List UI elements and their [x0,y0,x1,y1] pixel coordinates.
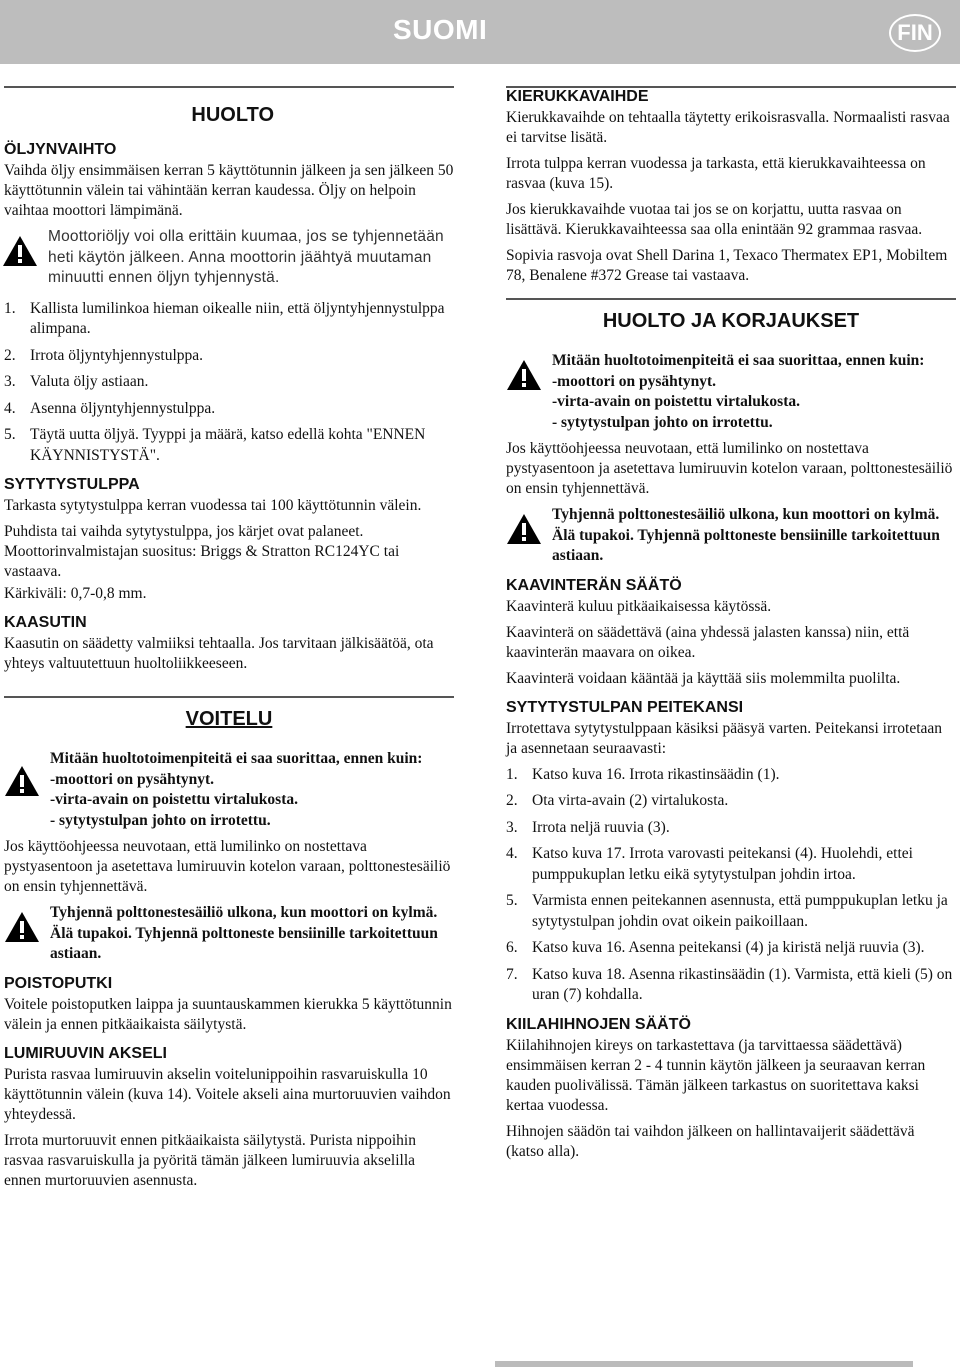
paragraph: Hihnojen säädön tai vaihdon jälkeen on hallintavaijerit säädettävä (katso alla). [506,1122,915,1160]
paragraph: Kaavinterä kuluu pitkäaikaisessa käytössä. [506,597,772,615]
paragraph: Puhdista tai vaihda sytytystulppa, jos kärjet ovat palaneet. Moottorinvalmistajan suositus: Briggs & Stratton RC124YC tai vastaava. [4,523,400,580]
heading-peitekansi: SYTYTYSTULPAN PEITEKANSI [506,698,744,716]
warning-triangle-icon [506,505,552,550]
list-item: 7. Katso kuva 18. Asenna rikastinsäädin (1). Varmista, että kieli (5) on uran (7) kohdalla. [506,965,953,1003]
warning-triangle-icon [4,749,50,802]
list-item: 1. Kallista lumilinkoa hieman oikealle niin, että öljyntyhjennystulppa alimpana. [4,299,445,337]
warning-triangle-icon [2,227,48,272]
paragraph: Irrota tulppa kerran vuodessa ja tarkasta, että kierukkavaihteessa on rasvaa (kuva 15). [506,155,926,192]
list-item: 5. Varmista ennen peitekannen asennusta, että pumppukuplan letku ja sytytystulpan johdin ovat oikein paikoillaan. [506,892,948,930]
paragraph: Irrota murtoruuvit ennen pitkäaikaista säilytystä. Purista nippoihin rasvaa rasvaruiskulla ja pyöritä tämän jälkeen lumiruuvia akselilla ennen murtoruuvien asennusta. [4,1131,416,1189]
paragraph: Vaihda öljy ensimmäisen kerran 5 käyttötunnin jälkeen ja sen jälkeen 50 käyttötunnin välein tai vähintään kerran kaudessa. Öljy on helpoin vaihtaa moottori lämpimänä. [4,162,454,219]
paragraph: Voitele poistoputken laippa ja suuntauskammen kierukka 5 käyttötunnin välein ja ennen pitkäaikaista säilytystä. [4,995,452,1033]
paragraph: Kaavinterä on säädettävä (aina yhdessä jalasten kanssa) niin, että kaavinterän maavara on oikea. [506,623,910,661]
paragraph: Sopivia rasvoja ovat Shell Darina 1, Texaco Thermatex EP1, Mobiltem 78, Benalene #372 Grease tai vastaava. [506,247,948,284]
section-rule [506,298,956,300]
list-item: 3. Valuta öljy astiaan. [4,373,149,390]
heading-poistoputki: POISTOPUTKI [4,974,113,992]
paragraph: Kärkiväli: 0,7-0,8 mm. [4,585,147,602]
list-item: 6. Katso kuva 16. Asenna peitekansi (4) ja kiristä neljä ruuvia (3). [506,939,925,956]
list-item: 1. Katso kuva 16. Irrota rikastinsäädin (1). [506,765,780,783]
warning-triangle-icon [506,351,552,396]
left-column [4,86,454,1197]
heading-oljynvaihto: ÖLJYNVAIHTO [4,141,117,158]
warning-block [4,749,454,831]
warning-triangle-icon [4,903,50,948]
warning-text: Tyhjennä polttonestesäiliö ulkona, kun moottori on kylmä. Älä tupakoi. Tyhjennä polttoneste bensiinille tarkoitettuun astiaan. [50,904,438,962]
paragraph: Kierukkavaihde on tehtaalla täytetty erikoisrasvalla. Normaalisti rasvaa ei tarvitse lisätä. [506,109,950,146]
list-item: 2. Ota virta-avain (2) virtalukosta. [506,792,729,809]
paragraph: Jos käyttöohjeessa neuvotaan, että lumilinko on nostettava pystyasentoon ja asetettava lumiruuvin kotelon varaan, polttonestesäiliö on ensin tyhjennettävä. [506,440,953,497]
paragraph: Kaavinterä voidaan kääntää ja käyttää siis molemmilta puolilta. [506,669,901,687]
heading-kaasutin: KAASUTIN [4,614,87,631]
warning-text: Mitään huoltotoimenpiteitä ei saa suorittaa, ennen kuin: -moottori on pysähtynyt. -virta-avain on poistettu virtalukosta. - sytytystulpan johto on irrotettu. [552,352,925,431]
oil-change-steps [4,299,454,467]
list-item: 4. Asenna öljyntyhjennystulppa. [4,399,216,417]
heading-lumiruuvi: LUMIRUUVIN AKSELI [4,1044,167,1062]
language-title: SUOMI [393,14,488,45]
language-badge: FIN [889,14,941,52]
section-title-voitelu: VOITELU [185,708,273,730]
warning-text: Tyhjennä polttonestesäiliö ulkona, kun moottori on kylmä. Älä tupakoi. Tyhjennä polttoneste bensiinille tarkoitettuun astiaan. [552,506,940,564]
heading-kaavintera: KAAVINTERÄN SÄÄTÖ [506,576,682,594]
heading-kierukkavaihde: KIERUKKAVAIHDE [506,88,649,105]
paragraph: Jos kierukkavaihde vuotaa tai jos se on korjattu, uutta rasvaa on lisättävä. Kierukkavaihteessa saa olla enintään 92 grammaa rasvaa. [506,201,923,238]
section-title-huolto-korjaukset: HUOLTO JA KORJAUKSET [602,310,860,332]
warning-block [506,351,956,433]
paragraph: Kiilahihnojen kireys on tarkastettava (ja tarvittaessa säädettävä) ensimmäisen kerran 2 - 4 tunnin käytön jälkeen ja seuraavan kerran kauden puolivälissä. Tämän jälkeen tarkastus on suoritettava kaksi kertaa vuodessa. [506,1036,926,1114]
page-header [0,0,960,64]
list-item: 2. Irrota öljyntyhjennystulppa. [4,346,204,364]
list-item: 4. Katso kuva 17. Irrota varovasti peitekansi (4). Huolehdi, ettei pumppukuplan letku eikä sytytystulpan johdin irtoa. [506,845,913,883]
section-rule [4,86,454,88]
paragraph: Purista rasvaa lumiruuvin akselin voitelunippoihin rasvaruiskulla 10 käyttötunnin välein (kuva 14). Voitele akseli aina murtoruuvien vaihdon yhteydessä. [4,1065,451,1123]
warning-block [2,227,454,289]
list-item: 5. Täytä uutta öljyä. Tyyppi ja määrä, katso edellä kohta "ENNEN KÄYNNISTYSTÄ". [4,426,426,464]
section-rule [4,696,454,698]
paragraph: Jos käyttöohjeessa neuvotaan, että lumilinko on nostettava pystyasentoon ja asetettava lumiruuvin kotelon varaan, polttonestesäiliö on ensin tyhjennettävä. [4,838,451,895]
section-title-huolto: HUOLTO [191,104,274,126]
heading-sytytystulppa: SYTYTYSTULPPA [4,476,140,493]
warning-text: Mitään huoltotoimenpiteitä ei saa suorittaa, ennen kuin: -moottori on pysähtynyt. -virta-avain on poistettu virtalukosta. - sytytystulpan johto on irrotettu. [50,750,423,829]
warning-block [4,903,454,965]
list-item: 3. Irrota neljä ruuvia (3). [506,818,670,836]
warning-block [506,505,956,567]
warning-text: Moottoriöljy voi olla erittäin kuumaa, jos se tyhjennetään heti käytön jälkeen. Anna moottorin jäähtyä muutaman minuutti ennen öljyn tyhjennystä. [48,228,444,286]
paragraph: Tarkasta sytytystulppa kerran vuodessa tai 100 käyttötunnin välein. [4,497,422,514]
right-column [506,86,956,1168]
heading-kiilahihnat: KIILAHIHNOJEN SÄÄTÖ [506,1015,691,1033]
cover-steps [506,765,956,1006]
paragraph: Irrotettava sytytystulppaan käsiksi pääsyä varten. Peitekansi irrotetaan ja asennetaan seuraavasti: [506,719,943,757]
footer-bar [495,1361,913,1367]
paragraph: Kaasutin on säädetty valmiiksi tehtaalla. Jos tarvitaan jälkisäätöä, ota yhteys valtuutettuun huoltoliikkeeseen. [4,635,434,672]
